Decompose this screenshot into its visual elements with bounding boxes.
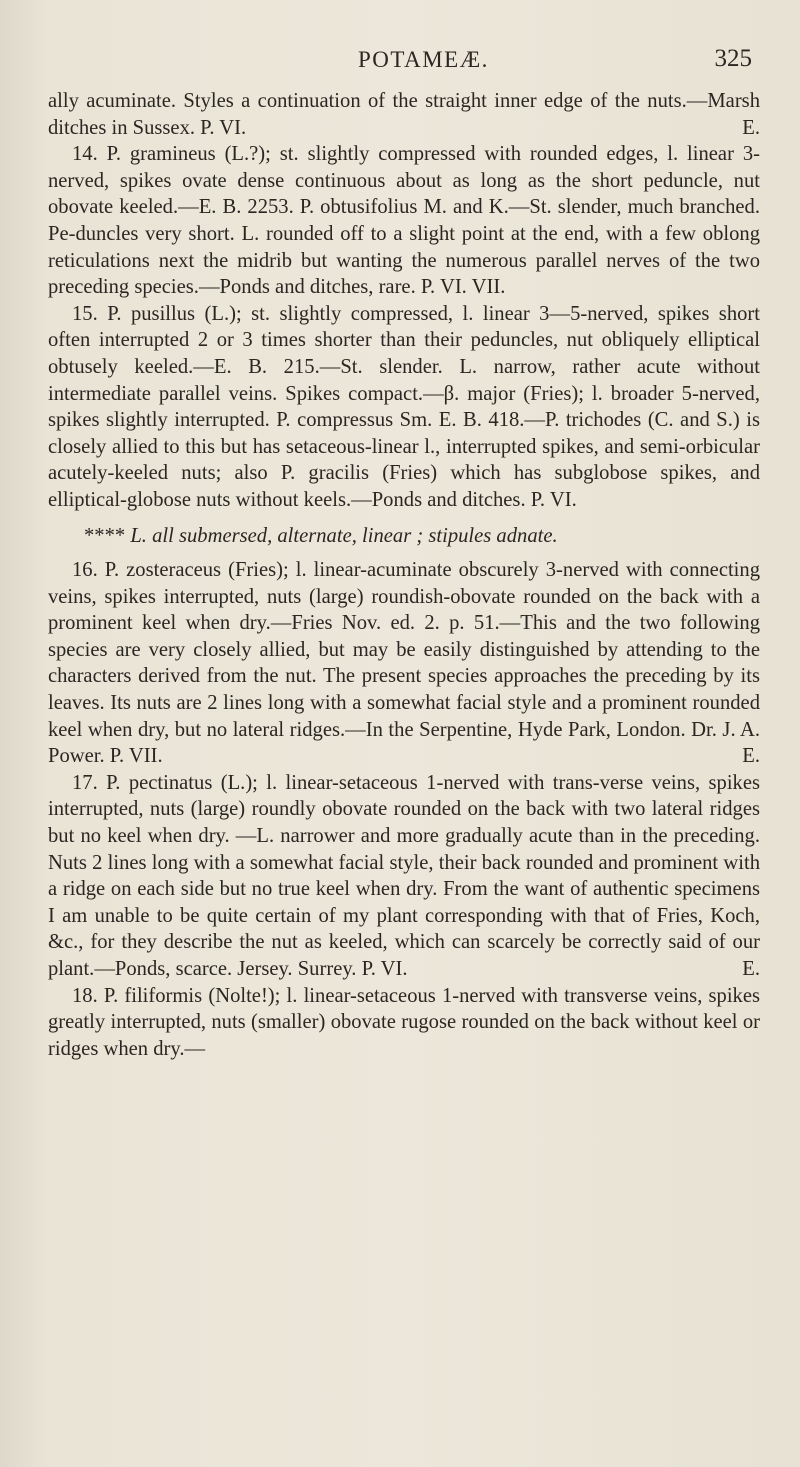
page-number: 325 [714, 45, 752, 72]
paragraph-13-continuation [48, 88, 760, 141]
running-head [48, 0, 760, 88]
section-stars: **** [84, 524, 126, 547]
species-17-paragraph [48, 770, 760, 983]
paragraph-13-text: ally acuminate. Styles a continuation of the straight inner edge of the nuts.—Marsh ditches in Sussex. P. VI. [48, 90, 760, 139]
section-heading-text: L. all submersed, alternate, linear ; stipules adnate. [130, 524, 558, 547]
section-heading [48, 523, 760, 550]
species-17-text: 17. P. pectinatus (L.); l. linear-setaceous 1-nerved with trans-verse veins, spikes interrupted, nuts (large) roundly obovate rounded on the back with two lateral ridges but no keel when dry. —L. narrower and more gradually acute than in the preceding. Nuts 2 lines long with a somewhat facial style, their back rounded and prominent with a ridge on each side but no true keel when dry. From the want of authentic specimens I am unable to be quite certain of my plant corresponding with that of Fries, Koch, &c., for they describe the nut as keeled, which can scarcely be correctly said of our plant.—Ponds, scarce. Jersey. Surrey. P. VI. [48, 771, 760, 980]
body-text [48, 88, 760, 1062]
species-16-paragraph [48, 557, 760, 770]
species-15-paragraph: 15. P. pusillus (L.); st. slightly compressed, l. linear 3—5-nerved, spikes short often interrupted 2 or 3 times shorter than their peduncles, nut obliquely elliptical obtusely keeled.—E. B. 215.—St. slender. L. narrow, rather acute without intermediate parallel veins. Spikes compact.—β. major (Fries); l. broader 5-nerved, spikes slightly interrupted. P. compressus Sm. E. B. 418.—P. trichodes (C. and S.) is closely allied to this but has setaceous-linear l., interrupted spikes, and semi-orbicular acutely-keeled nuts; also P. gracilis (Fries) which has subglobose spikes, and elliptical-globose nuts without keels.—Ponds and ditches. P. VI. [48, 302, 760, 511]
species-16-text: 16. P. zosteraceus (Fries); l. linear-acuminate obscurely 3-nerved with connecting veins, spikes interrupted, nuts (large) roundish-obovate rounded on the back with a prominent keel when dry.—Fries Nov. ed. 2. p. 51.—This and the two following species are very closely allied, but may be easily distinguished by attending to the characters derived from the nut. The present species approaches the preceding by its leaves. Its nuts are 2 lines long with a somewhat facial style and a prominent rounded keel when dry, but no lateral ridges.—In the Serpentine, Hyde Park, London. Dr. J. A. Power. P. VII. [48, 559, 760, 768]
region-mark: E. [742, 745, 760, 768]
region-mark: E. [742, 116, 760, 139]
region-mark: E. [742, 958, 760, 980]
species-14-paragraph: 14. P. gramineus (L.?); st. slightly compressed with rounded edges, l. linear 3-nerved, spikes ovate dense continuous about as long as the short peduncle, nut obovate keeled.—E. B. 2253. P. obtusifolius M. and K.—St. slender, much branched. Pe-duncles very short. L. rounded off to a slight point at the end, with a few oblong reticulations next the midrib but wanting the numerous parallel nerves of the two preceding species.—Ponds and ditches, rare. P. VI. VII. [48, 143, 760, 299]
species-18-paragraph: 18. P. filiformis (Nolte!); l. linear-setaceous 1-nerved with transverse veins, spikes greatly interrupted, nuts (smaller) obovate rugose rounded on the back without keel or ridges when dry.— [48, 984, 760, 1060]
running-title: POTAMEÆ. [358, 47, 489, 72]
